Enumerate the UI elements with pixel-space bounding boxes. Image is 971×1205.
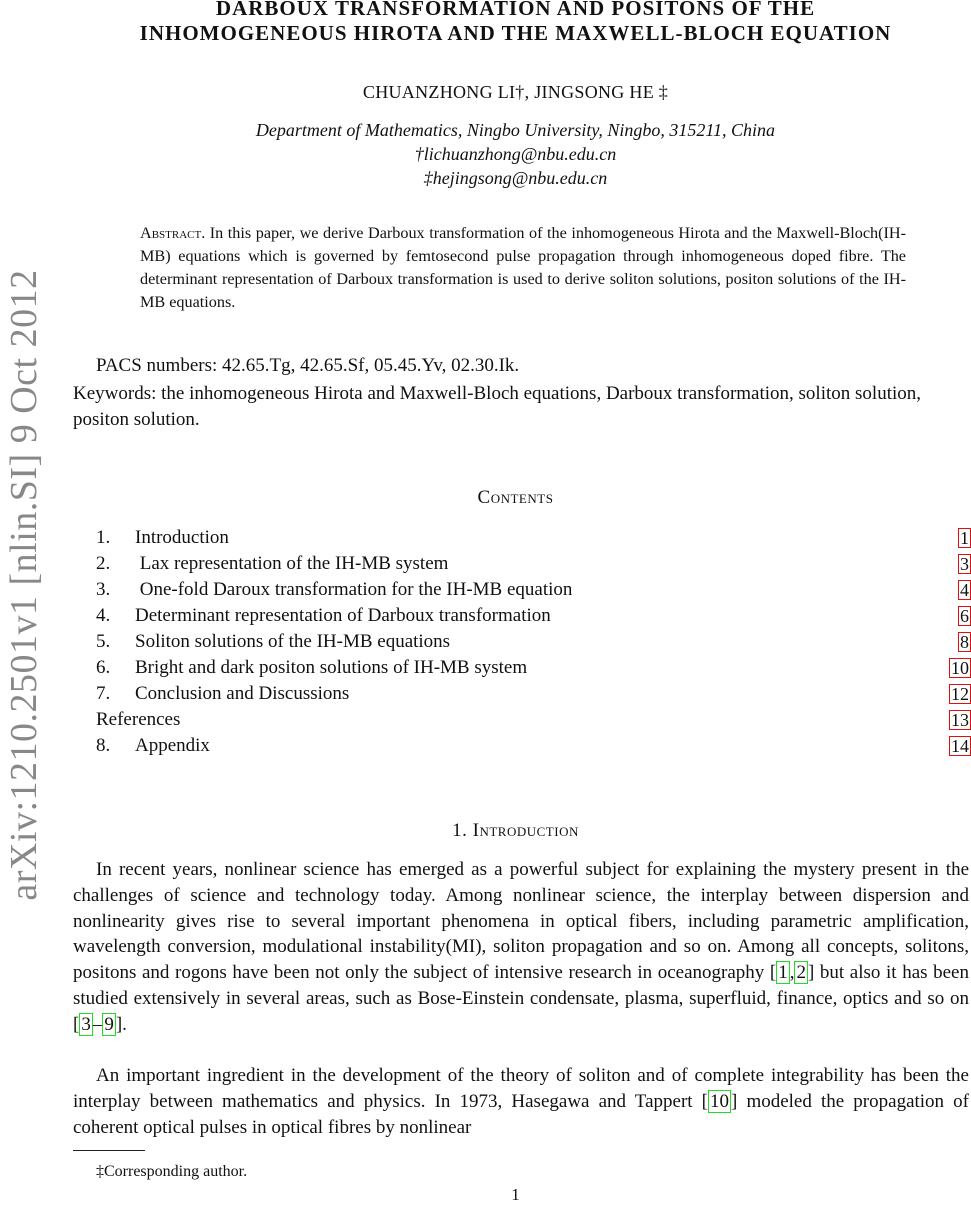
citation-link[interactable]: 1: [778, 962, 788, 984]
toc-label: Lax representation of the IH-MB system: [135, 553, 449, 574]
abstract-label: Abstract.: [140, 224, 206, 242]
footnote: ‡Corresponding author.: [96, 1163, 248, 1180]
toc-label: Conclusion and Discussions: [135, 683, 350, 704]
affiliation: Department of Mathematics, Ningbo University, Ningbo, 315211, China: [255, 120, 776, 140]
toc-label: Determinant representation of Darboux transformation: [135, 605, 551, 626]
paragraph-text: ] modeled the propagation of coherent optical pulses in optical fibres by nonlinear: [73, 1090, 969, 1138]
abstract-text: In this paper, we derive Darboux transformation of the inhomogeneous Hirota and the Maxwell-Bloch(IH-MB) equations which is governed by femtosecond pulse propagation through inhomogeneous doped fibre. The determinant representation of Darboux transformation is used to derive soliton solutions, positon solutions of the IH-MB equations.: [140, 224, 906, 311]
toc-page-link[interactable]: 3: [960, 554, 969, 574]
toc-number: 8.: [96, 735, 111, 756]
toc-label: One-fold Daroux transformation for the IH-MB equation: [135, 579, 573, 600]
section-heading-introduction: 1. Introduction: [452, 820, 579, 841]
toc-page-link[interactable]: 13: [951, 710, 969, 730]
intro-paragraph-1: [73, 857, 969, 1038]
toc-page-link[interactable]: 1: [960, 528, 969, 548]
citation-separator: ,: [789, 962, 795, 984]
toc-page-link[interactable]: 10: [951, 658, 969, 678]
toc-page-link[interactable]: 6: [960, 606, 969, 626]
page-number: 1: [511, 1185, 520, 1204]
table-of-contents: [96, 525, 971, 759]
citation-link[interactable]: 10: [710, 1090, 729, 1112]
authors: CHUANZHONG LI†, JINGSONG HE ‡: [362, 82, 669, 102]
paragraph-text: An important ingredient in the development of the theory of soliton and of complete integrability has been the interplay between mathematics and physics. In 1973, Hasegawa and Tappert [: [73, 1065, 969, 1112]
citation-link[interactable]: 9: [104, 1013, 114, 1035]
toc-label: Introduction: [135, 527, 229, 548]
toc-item-lax[interactable]: [96, 551, 971, 577]
toc-item-appendix[interactable]: [96, 733, 971, 759]
toc-number: 2.: [96, 553, 111, 574]
toc-page-link[interactable]: 8: [960, 632, 969, 652]
toc-item-determinant[interactable]: [96, 603, 971, 629]
citation-separator: –: [92, 1013, 103, 1035]
toc-item-conclusion[interactable]: [96, 681, 971, 707]
footnote-rule: [73, 1150, 145, 1151]
title-line-2: INHOMOGENEOUS HIROTA AND THE MAXWELL-BLOCH EQUATION: [139, 21, 892, 45]
toc-item-introduction[interactable]: [96, 525, 971, 551]
toc-label: References: [96, 709, 181, 730]
citation-link[interactable]: 2: [796, 962, 806, 984]
intro-paragraph-2: [73, 1063, 969, 1140]
toc-number: 6.: [96, 657, 111, 678]
title-line-1: DARBOUX TRANSFORMATION AND POSITONS OF THE: [215, 0, 816, 20]
email-li[interactable]: †lichuanzhong@nbu.edu.cn: [414, 144, 617, 164]
abstract: [140, 222, 906, 314]
toc-number: 5.: [96, 631, 111, 652]
toc-label: Appendix: [135, 735, 210, 756]
toc-label: Bright and dark positon solutions of IH-MB system: [135, 657, 528, 678]
toc-number: 4.: [96, 605, 111, 626]
paper-title: [60, 0, 971, 46]
arxiv-sidebar-stamp: arXiv:1210.2501v1 [nlin.SI] 9 Oct 2012: [3, 269, 45, 901]
toc-label: Soliton solutions of the IH-MB equations: [135, 631, 451, 652]
toc-page-link[interactable]: 12: [951, 684, 969, 704]
toc-page-link[interactable]: 4: [960, 580, 969, 600]
paragraph-text: In recent years, nonlinear science has emerged as a powerful subject for explaining the mystery present in the challenges of science and technology today. Among nonlinear science, the interplay between dispersion and nonlinearity gives rise to several important phenomena in optical fibers, including parametric amplification, wavelength conversion, modulational instability(MI), soliton propagation and so on. Among all concepts, solitons, positons and rogons have been not only the subject of intensive research in oceanography [: [73, 859, 969, 984]
toc-number: 3.: [96, 579, 111, 600]
pacs-numbers: PACS numbers: 42.65.Tg, 42.65.Sf, 05.45.Yv, 02.30.Ik.: [96, 355, 520, 376]
email-he[interactable]: ‡hejingsong@nbu.edu.cn: [423, 168, 608, 188]
affiliation-block: [60, 118, 971, 190]
toc-item-soliton[interactable]: [96, 629, 971, 655]
paragraph-text: ].: [115, 1013, 127, 1035]
keywords: Keywords: the inhomogeneous Hirota and Maxwell-Bloch equations, Darboux transformation, soliton solution, positon solution.: [73, 383, 921, 430]
paragraph-text: ] but also it has been studied extensively in several areas, such as Bose-Einstein condensate, plasma, superfluid, finance, optics and so on [: [73, 962, 969, 1035]
toc-number: 1.: [96, 527, 111, 548]
toc-item-one-fold[interactable]: [96, 577, 971, 603]
toc-item-references[interactable]: [96, 707, 971, 733]
contents-heading: Contents: [477, 487, 554, 508]
toc-page-link[interactable]: 14: [951, 736, 969, 756]
citation-link[interactable]: 3: [81, 1013, 91, 1035]
toc-item-positon[interactable]: [96, 655, 971, 681]
toc-number: 7.: [96, 683, 111, 704]
